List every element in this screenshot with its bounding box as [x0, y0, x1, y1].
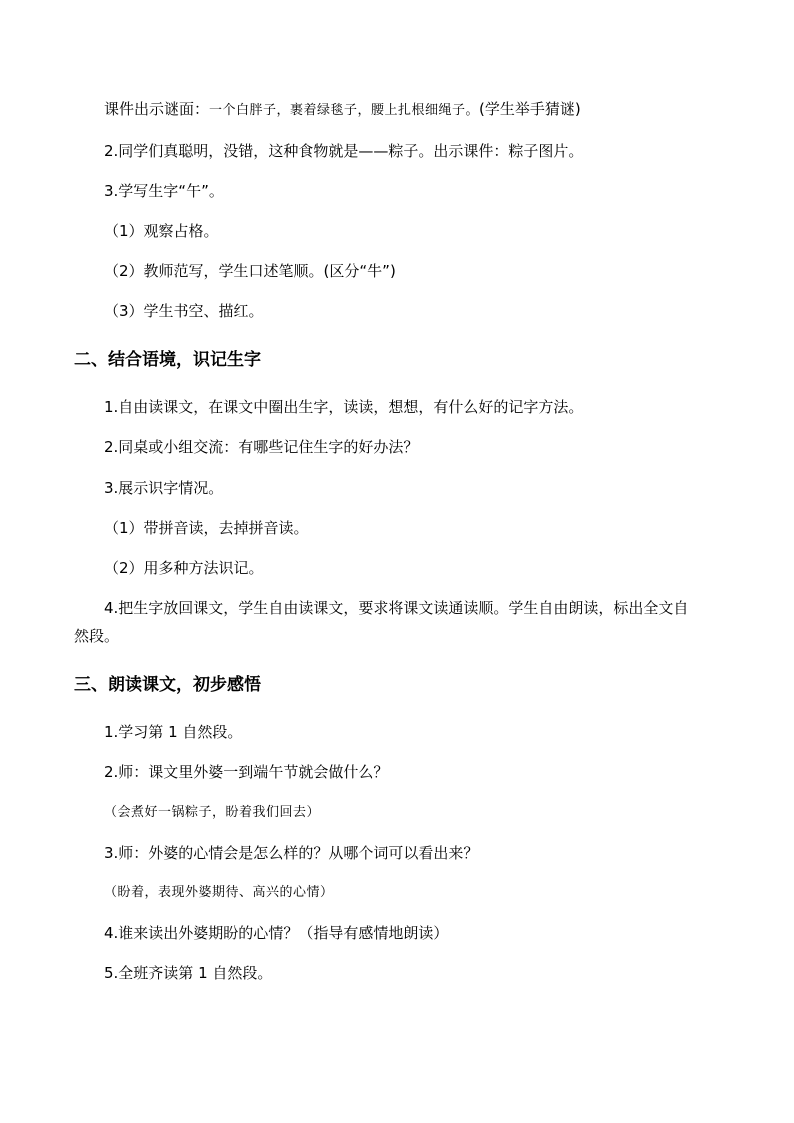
- section-heading-2: 二、结合语境，识记生字: [74, 350, 261, 370]
- sub-item-air-writing: （3）学生书空、描红。: [104, 302, 264, 320]
- riddle-suffix: (学生举手猜谜): [479, 100, 581, 118]
- paragraph-show-literacy: 3.展示识字情况。: [104, 479, 224, 497]
- paragraph-emotional-reading: 4.谁来读出外婆期盼的心情？（指导有感情地朗读）: [104, 924, 449, 942]
- paragraph-group-discussion: 2.同桌或小组交流：有哪些记住生字的好办法？: [104, 438, 419, 456]
- answer-1: （会煮好一锅粽子，盼着我们回去）: [104, 805, 321, 820]
- paragraph-teacher-question-1: 2.师：课文里外婆一到端午节就会做什么？: [104, 763, 389, 781]
- paragraph-read-text-line1: 4.把生字放回课文，学生自由读课文，要求将课文读通读顺。学生自由朗读，标出全文自: [104, 599, 689, 617]
- paragraph-read-text-line2: 然段。: [74, 627, 120, 645]
- paragraph-teacher-question-2: 3.师：外婆的心情会是怎么样的？从哪个词可以看出来？: [104, 844, 479, 862]
- riddle-text: 一个白胖子，裹着绿毯子，腰上扎根细绳子。: [209, 103, 480, 118]
- riddle-paragraph: [104, 99, 581, 121]
- sub-item-teacher-demo: （2）教师范写，学生口述笔顺。(区分“牛”): [104, 262, 396, 280]
- paragraph-zongzi-reveal: 2.同学们真聪明，没错，这种食物就是——粽子。出示课件：粽子图片。: [104, 142, 584, 160]
- paragraph-study-first: 1.学习第 1 自然段。: [104, 723, 243, 741]
- paragraph-free-reading: 1.自由读课文，在课文中圈出生字，读读，想想，有什么好的记字方法。: [104, 398, 584, 416]
- sub-item-various-methods: （2）用多种方法识记。: [104, 559, 264, 577]
- paragraph-write-character: 3.学写生字“午”。: [104, 182, 224, 200]
- sub-item-observe-grid: （1）观察占格。: [104, 222, 219, 240]
- section-heading-3: 三、朗读课文，初步感悟: [74, 675, 261, 695]
- paragraph-class-reading: 5.全班齐读第 1 自然段。: [104, 964, 273, 982]
- sub-item-pinyin-reading: （1）带拼音读，去掉拼音读。: [104, 519, 309, 537]
- answer-2: （盼着，表现外婆期待、高兴的心情）: [104, 885, 334, 900]
- riddle-prefix: 课件出示谜面：: [104, 100, 210, 118]
